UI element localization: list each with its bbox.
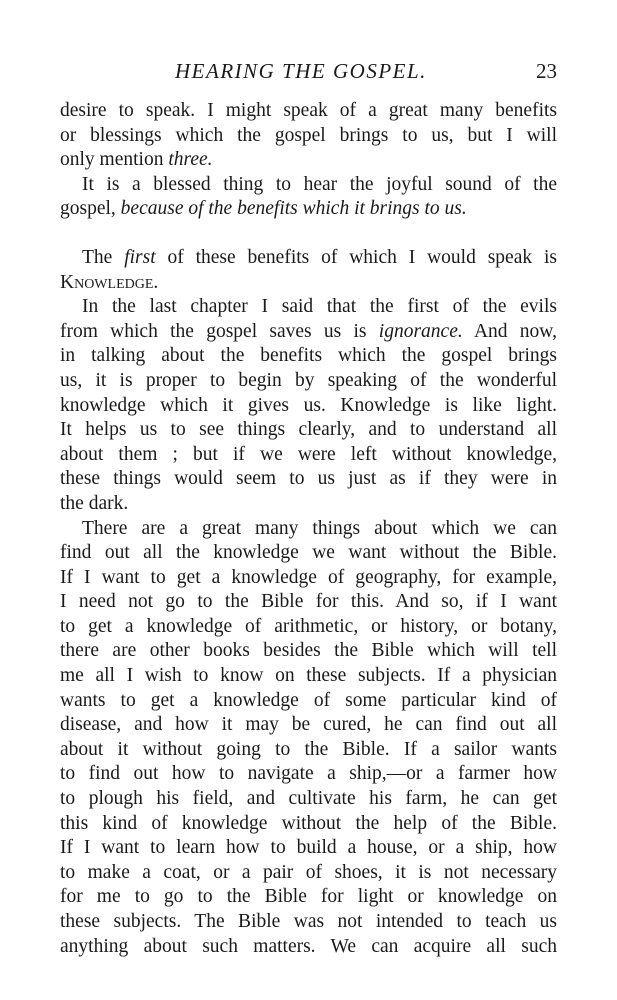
paragraph [60,246,557,295]
text-line: or blessings which the gospel brings to us, but I will [60,124,557,146]
text-line: me all I wish to know on these subjects. If a physician [60,665,557,687]
text-line: from which the gospel saves us is ignorance. And now, [60,320,557,342]
text-line: There are a great many things about which we can [82,517,557,539]
text-line: find out all the knowledge we want without the Bible. [60,542,557,564]
body-text [60,99,557,959]
text-line: there are other books besides the Bible which will tell [60,640,557,662]
text-line: disease, and how it may be cured, he can find out all [60,714,557,736]
text-line: about it without going to the Bible. If a sailor wants [60,738,557,760]
text-line: The first of these benefits of which I would speak is [82,246,557,268]
running-title: HEARING THE GOSPEL. [175,59,427,83]
text-line [60,271,557,296]
paragraph [60,173,557,222]
text-line: If I want to get a knowledge of geography, for example, [60,566,557,588]
paragraph [60,99,557,173]
paragraph [60,295,557,516]
paragraph [60,517,557,960]
text-line: It is a blessed thing to hear the joyful sound of the [82,173,557,195]
text-line: these subjects. The Bible was not intended to teach us [60,911,557,932]
text-line: If I want to learn how to build a house, or a ship, how [60,837,557,859]
text-line: anything about such matters. We can acquire all such [60,935,557,957]
text-line: only mention three. [60,149,213,171]
text-line: It helps us to see things clearly, and to understand all [60,419,557,441]
text-line: about them ; but if we were left without knowledge, [60,443,557,465]
text-line: these things would seem to us just as if they were in [60,468,557,490]
text-line: in talking about the benefits which the gospel brings [60,345,557,367]
small-caps-text: Knowledge. [60,271,159,293]
text-line: knowledge which it gives us. Knowledge is like light. [60,394,557,416]
italic-text: three. [168,149,213,171]
italic-text: because of the benefits which it brings to us. [120,198,467,220]
text-line: this kind of knowledge without the help of the Bible. [60,812,557,834]
running-head [60,58,557,84]
text-line: the dark. [60,492,129,514]
italic-text: first [124,246,156,268]
text-line: to get a knowledge of arithmetic, or history, or botany, [60,615,557,637]
text-line: to make a coat, or a pair of shoes, it is not necessary [60,861,557,883]
text-line: desire to speak. I might speak of a great many benefits [60,100,557,121]
text-line: to find out how to navigate a ship,—or a farmer how [60,763,557,785]
italic-text: ignorance. [378,320,463,342]
text-line: us, it is proper to begin by speaking of the wonderful [60,369,557,391]
text-line: for me to go to the Bible for light or knowledge on [60,886,557,908]
text-line: In the last chapter I said that the first of the evils [82,296,557,318]
page-number: 23 [536,59,557,83]
text-line: to plough his field, and cultivate his farm, he can get [60,788,557,810]
text-line: wants to get a knowledge of some particular kind of [60,689,557,711]
text-line: gospel, because of the benefits which it brings to us. [60,198,467,220]
text-line: I need not go to the Bible for this. And so, if I want [60,591,557,613]
